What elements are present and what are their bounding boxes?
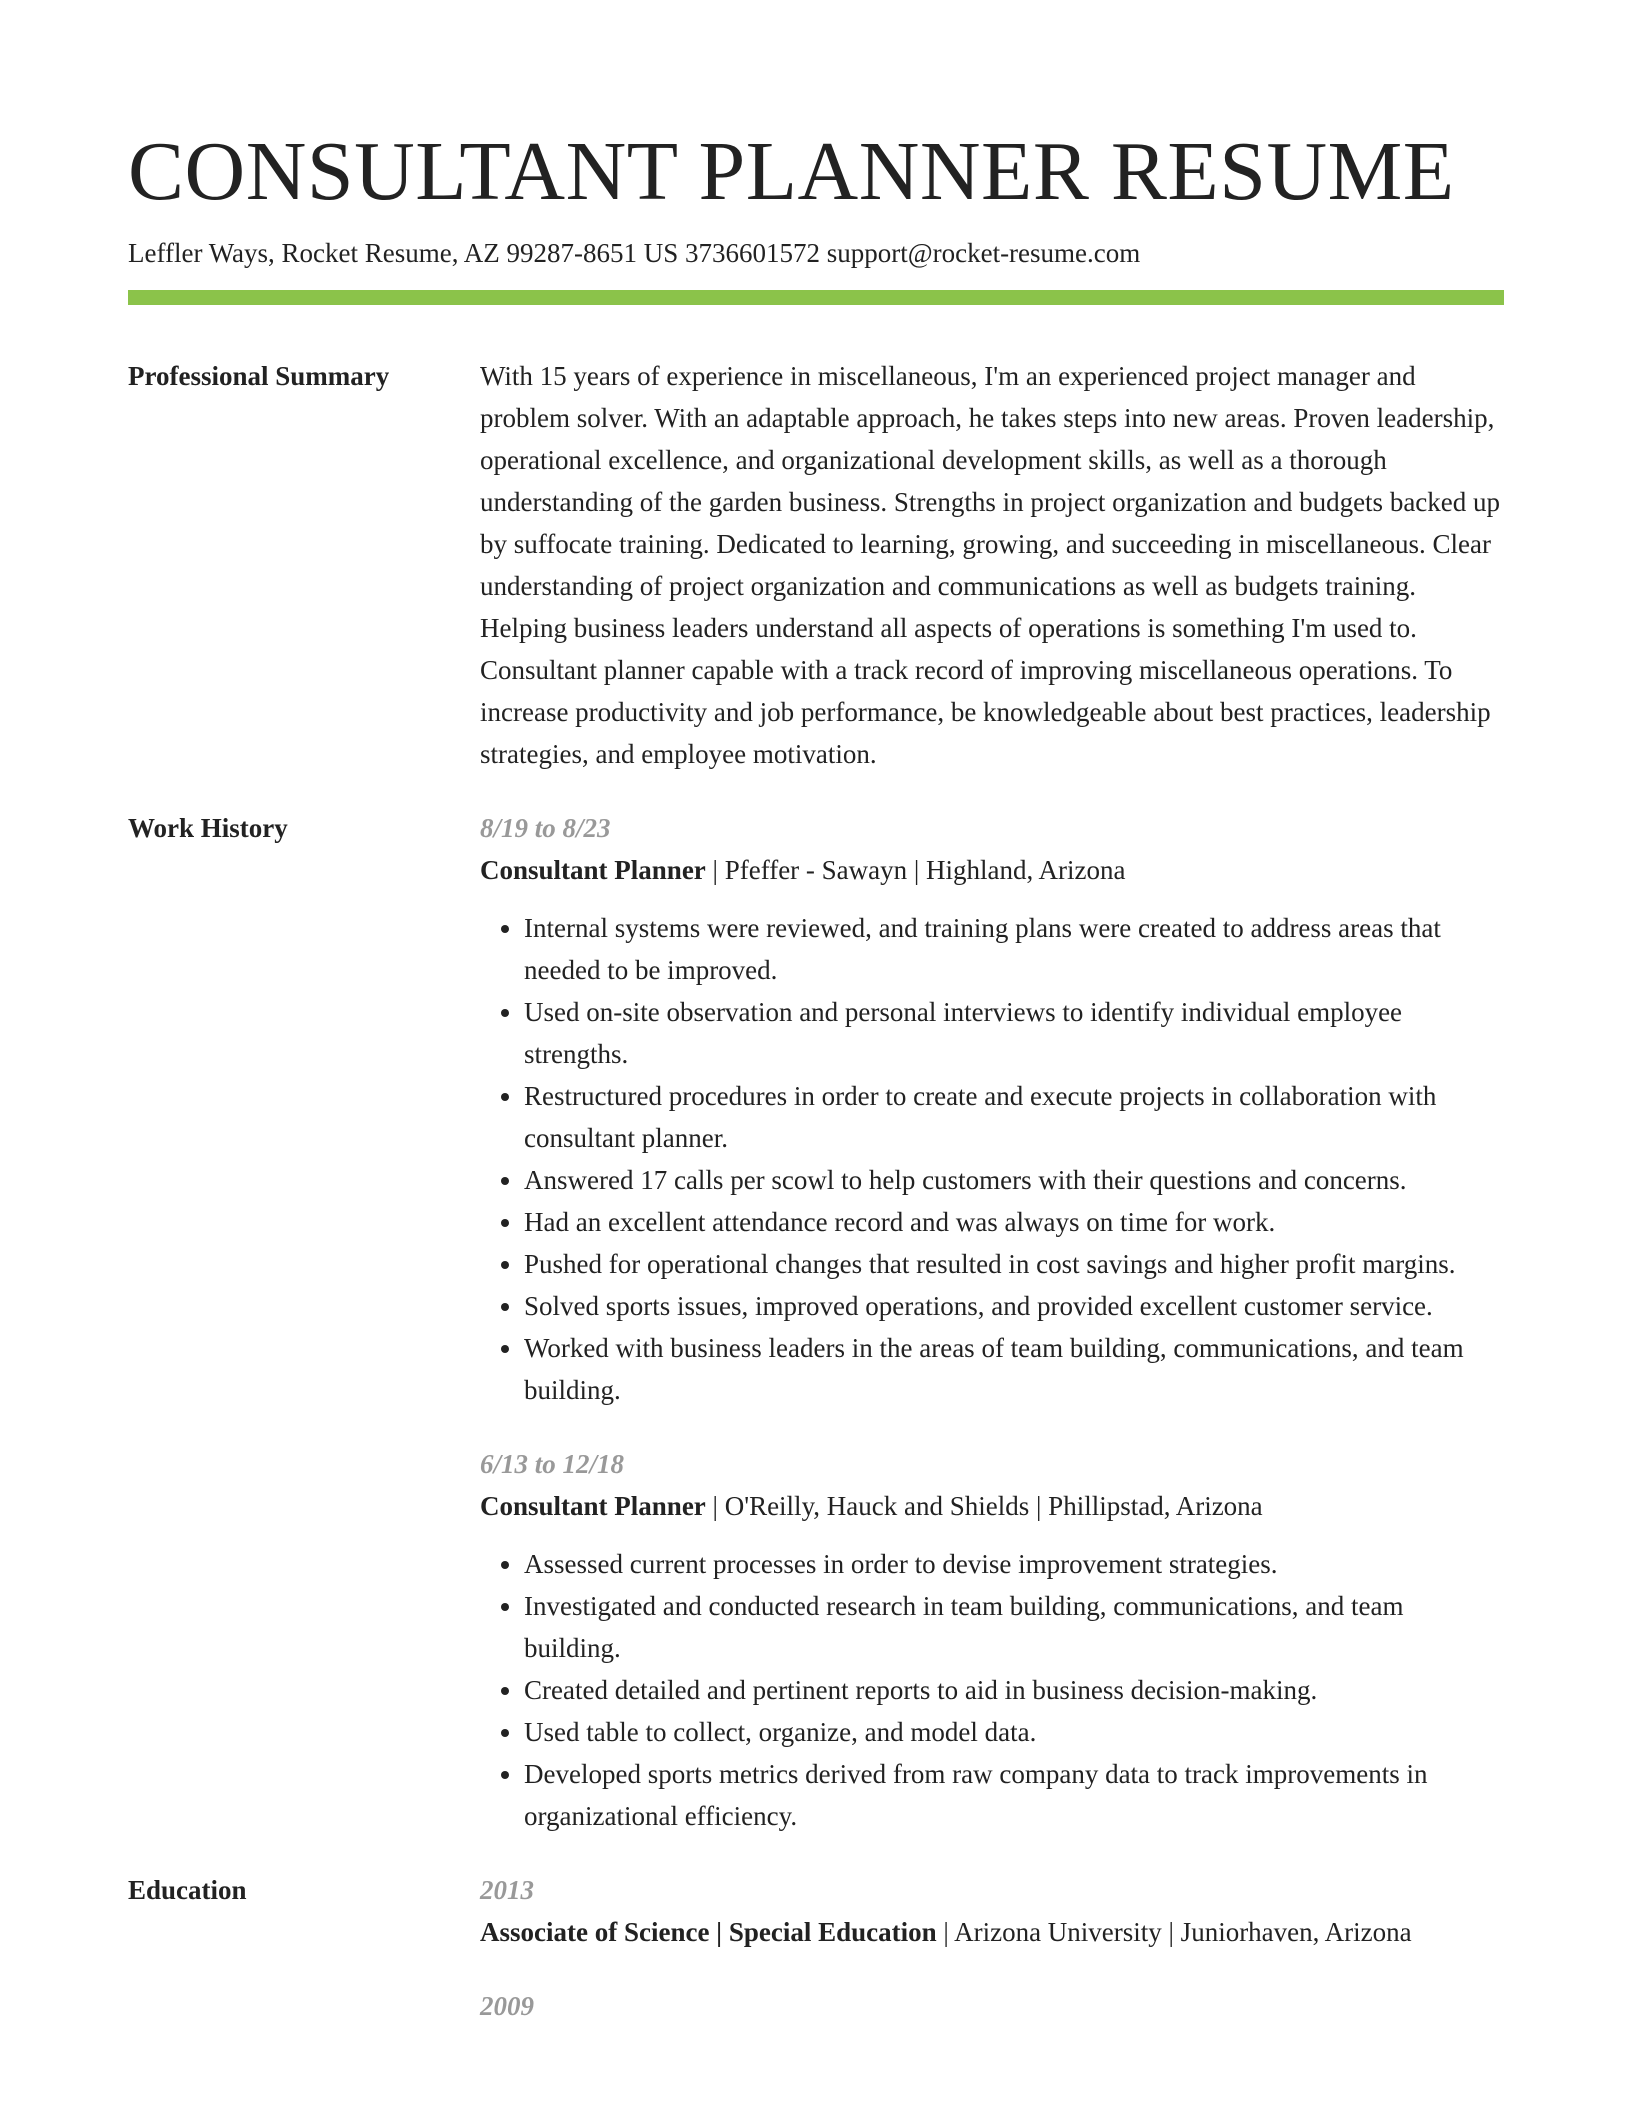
resume-title: CONSULTANT PLANNER RESUME xyxy=(128,125,1455,218)
job-details: | Pfeffer - Sawayn | Highland, Arizona xyxy=(705,855,1126,885)
resume-page xyxy=(128,0,1504,2027)
job-entry xyxy=(480,807,1504,1411)
job-bullet: • Internal systems were reviewed, and training plans were created to address areas that needed to be improved. xyxy=(524,907,1504,991)
job-bullet: • Created detailed and pertinent reports to aid in business decision-making. xyxy=(524,1669,1504,1711)
education-entry xyxy=(480,1985,1504,2027)
job-bullet: • Assessed current processes in order to devise improvement strategies. xyxy=(524,1543,1504,1585)
job-bullet: • Developed sports metrics derived from raw company data to track improvements in organizational efficiency. xyxy=(524,1753,1504,1837)
education-section xyxy=(128,1869,1504,2027)
job-bullet: • Used table to collect, organize, and model data. xyxy=(524,1711,1504,1753)
education-degree: Associate of Science | Special Education xyxy=(480,1917,937,1947)
work-body xyxy=(480,807,1504,1837)
professional-summary-section xyxy=(128,355,1504,775)
job-heading xyxy=(480,1485,1504,1527)
summary-text: With 15 years of experience in miscellaneous, I'm an experienced project manager and problem solver. With an adaptable approach, he takes steps into new areas. Proven leadership, operational excellence, and organizational development skills, as well as a thorough understanding of the garden business. Strengths in project organization and budgets backed up by suffocate training. Dedicated to learning, growing, and succeeding in miscellaneous. Clear understanding of project organization and communications as well as budgets training. Helping business leaders understand all aspects of operations is something I'm used to. Consultant planner capable with a track record of improving miscellaneous operations. To increase productivity and job performance, be knowledgeable about best practices, leadership strategies, and employee motivation. xyxy=(480,361,1501,769)
education-details: | Arizona University | Juniorhaven, Arizona xyxy=(936,1917,1412,1947)
section-title-work: Work History xyxy=(128,813,288,843)
job-dates: 8/19 to 8/23 xyxy=(480,813,611,843)
education-year: 2013 xyxy=(480,1875,534,1905)
job-bullets xyxy=(480,1543,1504,1837)
job-bullet: • Restructured procedures in order to create and execute projects in collaboration with consultant planner. xyxy=(524,1075,1504,1159)
job-bullets xyxy=(480,907,1504,1411)
job-bullet: • Had an excellent attendance record and was always on time for work. xyxy=(524,1201,1504,1243)
job-bullet: • Solved sports issues, improved operations, and provided excellent customer service. xyxy=(524,1285,1504,1327)
education-entry xyxy=(480,1869,1504,1953)
education-year: 2009 xyxy=(480,1991,534,2021)
education-heading xyxy=(480,1911,1504,1953)
job-title: Consultant Planner xyxy=(480,1491,706,1521)
job-details: | O'Reilly, Hauck and Shields | Phillipstad, Arizona xyxy=(705,1491,1263,1521)
job-title: Consultant Planner xyxy=(480,855,706,885)
job-bullet: • Answered 17 calls per scowl to help customers with their questions and concerns. xyxy=(524,1159,1504,1201)
job-entry xyxy=(480,1443,1504,1837)
work-history-section xyxy=(128,807,1504,1837)
section-title-summary: Professional Summary xyxy=(128,361,390,391)
job-bullet: • Investigated and conducted research in team building, communications, and team building. xyxy=(524,1585,1504,1669)
accent-divider xyxy=(128,290,1504,305)
job-bullet: • Pushed for operational changes that resulted in cost savings and higher profit margins. xyxy=(524,1243,1504,1285)
education-body xyxy=(480,1869,1504,2027)
job-dates: 6/13 to 12/18 xyxy=(480,1449,625,1479)
contact-line: Leffler Ways, Rocket Resume, AZ 99287-8651 US 3736601572 support@rocket-resume.com xyxy=(128,238,1141,268)
summary-body xyxy=(480,355,1504,775)
job-heading xyxy=(480,849,1504,891)
section-title-education: Education xyxy=(128,1875,247,1905)
job-bullet: • Worked with business leaders in the areas of team building, communications, and team building. xyxy=(524,1327,1504,1411)
job-bullet: • Used on-site observation and personal interviews to identify individual employee strengths. xyxy=(524,991,1504,1075)
